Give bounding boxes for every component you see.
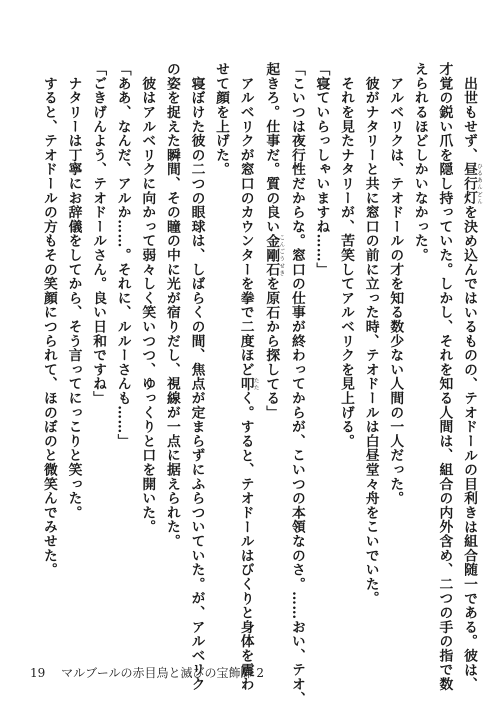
text-line: 才覚の鋭い爪を隠し持っていた。しかし、それを知る人間は、組合の内外含め、二つの手の指で数 (436, 62, 453, 692)
text-line: 「ごきげんよう、テオドールさん。良い日和ですね」 (90, 62, 107, 406)
text-line: ナタリーは丁寧にお辞儀をしてから、そう言ってにっこりと笑った。 (65, 62, 82, 520)
text-line: それを見たナタリーが、苦笑してアルベリクを見上げる。 (338, 62, 355, 449)
text-line: アルベリクは、テオドールの才を知る数少ない人間の一人だった。 (387, 62, 404, 506)
text-line: 出世もせず、昼行灯 ひるあんどんを決め込んではいるものの、テオドールの目利きは組合随一である。彼は、 (461, 62, 482, 692)
text-line: アルベリクが窓口のカウンターを拳で二度ほど叩 たたく。すると、テオドールはびくりと身体を震わ (237, 62, 259, 692)
book-title: マルブールの赤目烏と滅びの宝飾師 2 (61, 666, 264, 680)
text-line: 「こいつは夜行性だからな。窓口の仕事が終わってからが、こいつの本領なのさ。……おい、テオ、 (288, 62, 305, 706)
text-line: せて顔を上げた。 (213, 62, 230, 177)
page-footer (30, 664, 264, 681)
text-line: の姿を捉えた瞬間、その瞳の中に光が宿りだし、視線が一点に据えられた。 (163, 62, 180, 549)
text-line: えられるほどしかいなかった。 (411, 62, 428, 263)
page-number: 19 (30, 666, 46, 680)
text-line: 彼がナタリーと共に窓口の前に立った時、テオドールは白昼堂々舟をこいでいた。 (362, 62, 379, 606)
text-line: 寝ぼけた彼の二つの眼球は、しばらくの間、焦点が定まらずにふらついていた。が、アルベリク (188, 62, 205, 692)
text-line: すると、テオドールの方もその笑顔につられて、ほのぼのと微笑んでみせた。 (40, 62, 57, 577)
text-line: 「ああ、なんだ、アルか……。それに、ルルーさんも……」 (114, 62, 131, 449)
text-line: 「寝ていらっしゃいますね……」 (313, 62, 330, 277)
text-line: 彼はアルベリクに向かって弱々しく笑いつつ、ゆっくりと口を開いた。 (139, 62, 156, 534)
text-line: 起きろ。仕事だ。質の良い金剛石 こんごうせきを原石から探してる」 (263, 62, 285, 420)
